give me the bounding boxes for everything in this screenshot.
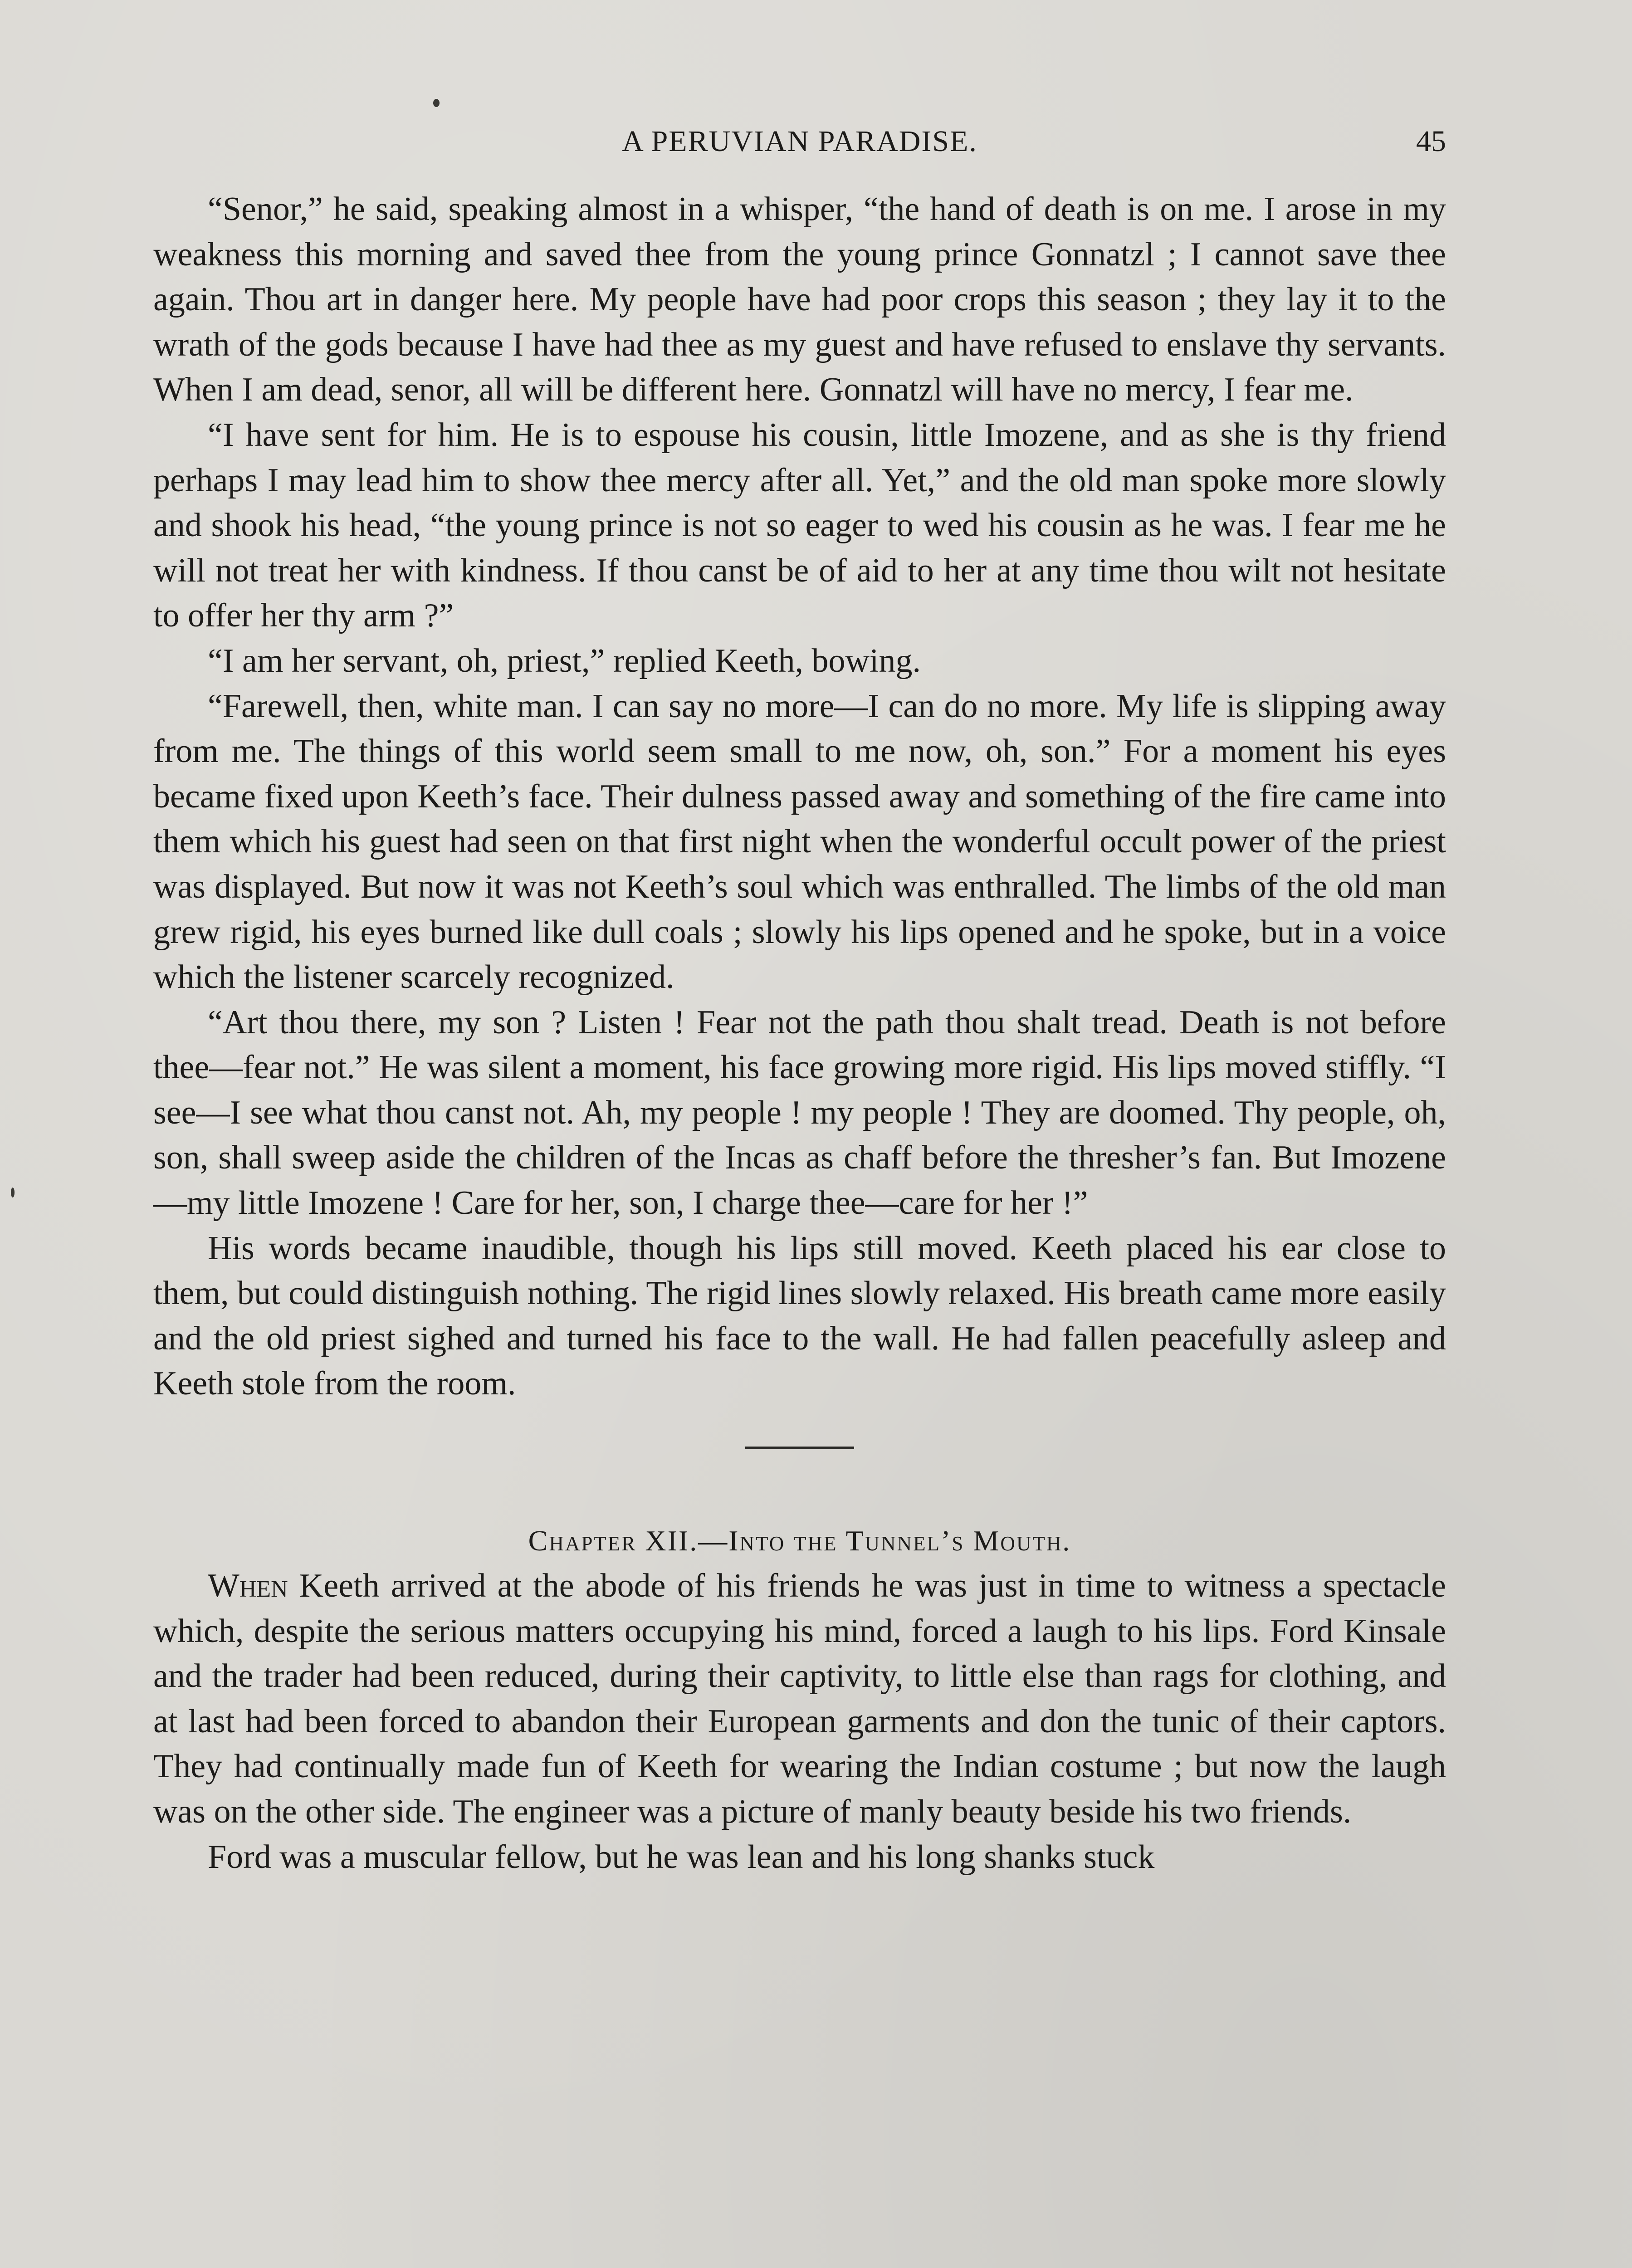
chapter-paragraph <box>153 1564 1446 1835</box>
section-divider <box>745 1447 854 1449</box>
opening-word: When <box>208 1567 288 1605</box>
chapter-heading <box>153 1518 1446 1564</box>
chapter-title: Chapter XII.—Into the Tunnel’s Mouth. <box>528 1525 1071 1557</box>
ink-speck <box>433 99 440 107</box>
paragraph: “Farewell, then, white man. I can say no more—I can do no more. My life is slipping away from me. The things of this world seem small to me now, oh, son.” For a moment his eyes became fixed upon Keeth’s face. Their dulness passed away and something of the fire came into them which his guest had seen on that first night when the wonderful occult power of the priest was displayed. But now it was not Keeth’s soul which was enthralled. The limbs of the old man grew rigid, his eyes burned like dull coals ; slowly his lips opened and he spoke, but in a voice which the listener scarcely recognized. <box>153 687 1446 996</box>
paragraph: “Senor,” he said, speaking almost in a whisper, “the hand of death is on me. I arose in my weakness this morning and saved thee from the young prince Gonnatzl ; I cannot save thee again. Thou art in danger here. My people have had poor crops this season ; they lay it to the wrath of the gods because I have had thee as my guest and have refused to enslave thy servants. When I am dead, senor, all will be different here. Gonnatzl will have no mercy, I fear me. <box>153 191 1446 409</box>
page-number: 45 <box>1416 125 1446 158</box>
ink-speck <box>11 1188 15 1198</box>
page-header <box>153 119 1446 164</box>
chapter-paragraph: Ford was a muscular fellow, but he was lean and his long shanks stuck <box>208 1838 1155 1876</box>
body-text <box>153 187 1446 1880</box>
paragraph: “I have sent for him. He is to espouse his cousin, little Imozene, and as she is thy friend perhaps I may lead him to show thee mercy after all. Yet,” and the old man spoke more slowly and shook his head, “the young prince is not so eager to wed his cousin as he was. I fear me he will not treat her with kindness. If thou canst be of aid to her at any time thou wilt not hesitate to offer her thy arm ?” <box>153 416 1446 635</box>
paragraph: “I am her servant, oh, priest,” replied Keeth, bowing. <box>208 642 921 679</box>
paragraph: “Art thou there, my son ? Listen ! Fear not the path thou shalt tread. Death is not before thee—fear not.” He was silent a moment, his face growing more rigid. His lips moved stiffly. “I see—I see what thou canst not. Ah, my people ! my people ! They are doomed. Thy people, oh, son, shall sweep aside the children of the Incas as chaff before the thresher’s fan. But Imozene—my little Imozene ! Care for her, son, I charge thee—care for her !” <box>153 1003 1446 1222</box>
opening-text: Keeth arrived at the abode of his friends he was just in time to witness a spectacle which, despite the serious matters occupying his mind, forced a laugh to his lips. Ford Kinsale and the trader had been reduced, during their captivity, to little else than rags for clothing, and at last had been forced to abandon their European garments and don the tunic of their captors. They had continually made fun of Keeth for wearing the Indian costume ; but now the laugh was on the other side. The engineer was a picture of manly beauty beside his two friends. <box>153 1567 1446 1830</box>
paragraph: His words became inaudible, though his lips still moved. Keeth placed his ear close to them, but could distinguish nothing. The rigid lines slowly relaxed. His breath came more easily and the old priest sighed and turned his face to the wall. He had fallen peacefully asleep and Keeth stole from the room. <box>153 1229 1446 1403</box>
running-title: A PERUVIAN PARADISE. <box>622 125 977 158</box>
